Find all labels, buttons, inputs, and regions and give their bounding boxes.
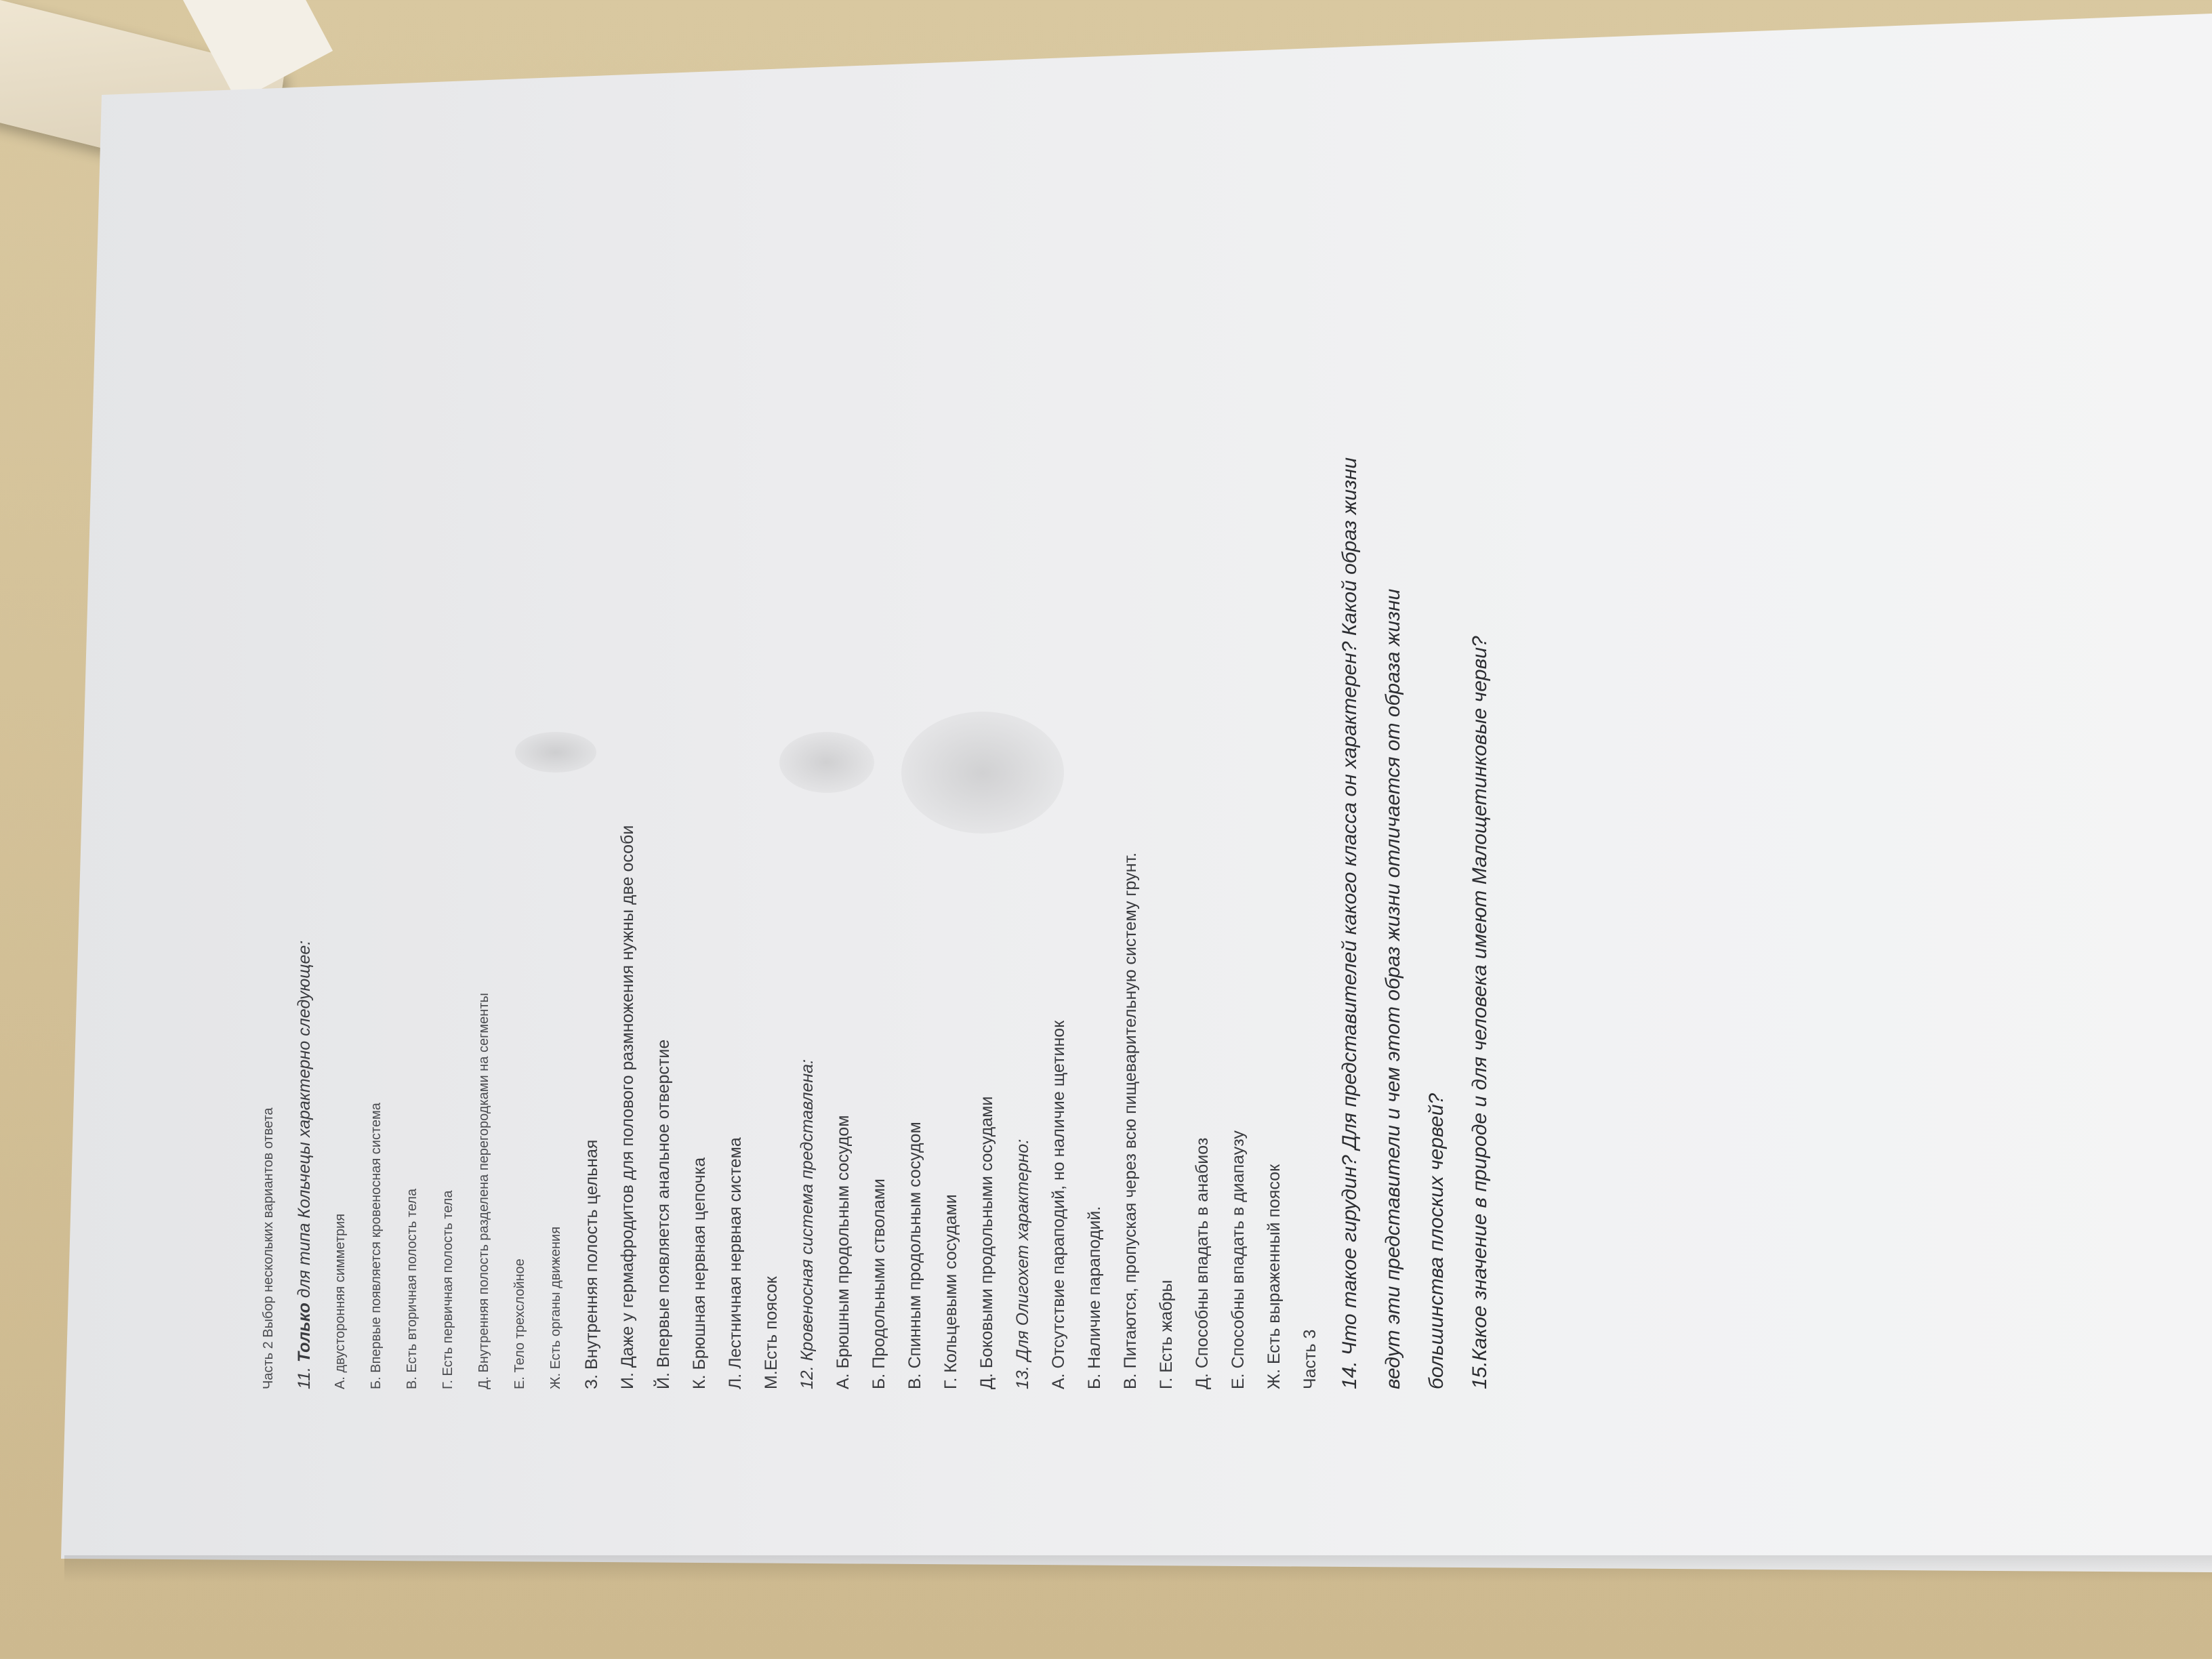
q11-option: И. Даже у гермафродитов для полового размножения нужны две особи <box>618 825 637 1389</box>
q11-option: В. Есть вторичная полость тела <box>405 1188 419 1389</box>
q11-option: Д. Внутренняя полость разделена перегородками на сегменты <box>476 993 491 1389</box>
q11-option: Й. Впервые появляется анальное отверстие <box>654 1039 673 1389</box>
q13-option: Е. Способны впадать в диапаузу <box>1229 1130 1248 1389</box>
q11-option: Ж. Есть органы движения <box>548 1226 563 1389</box>
q11-prompt: 11. Только для типа Кольчецы характерно следующее: <box>295 940 314 1389</box>
q11-option: Г. Есть первичная полость тела <box>441 1190 455 1389</box>
q12-option: Б. Продольными стволами <box>869 1179 888 1389</box>
q13-option: Г. Есть жабры <box>1157 1279 1176 1389</box>
q14-line: 14. Что такое гирудин? Для представителей какого класса он характерен? Какой образ жизни <box>1338 457 1361 1389</box>
sheet-shadow <box>64 1555 2212 1582</box>
q11-option: Л. Лестничная нервная система <box>726 1137 745 1389</box>
worksheet-text <box>251 441 1502 1389</box>
q13-option: Б. Наличие параподий. <box>1085 1206 1104 1389</box>
q11-option: З. Внутренняя полость цельная <box>582 1139 601 1389</box>
q13-option: Д. Способны впадать в анабиоз <box>1193 1137 1212 1389</box>
q12-prompt: 12. Кровеносная система представлена: <box>798 1059 817 1389</box>
part3-header: Часть 3 <box>1300 1329 1319 1389</box>
q13-prompt: 13. Для Олигохет характерно: <box>1013 1139 1032 1389</box>
q11-option: Е. Тело трехслойное <box>512 1258 527 1389</box>
q13-option: А. Отсутствие параподий, но наличие щетинок <box>1049 1020 1068 1389</box>
q11-option: М.Есть поясок <box>762 1276 781 1389</box>
q12-option: А. Брюшным продольным сосудом <box>834 1115 853 1389</box>
q13-option: Ж. Есть выраженный поясок <box>1265 1164 1284 1389</box>
part2-header: Часть 2 Выбор нескольких вариантов ответа <box>261 1107 276 1389</box>
q12-option: В. Спинным продольным сосудом <box>905 1122 924 1389</box>
q11-option: К. Брюшная нервная цепочка <box>690 1157 709 1389</box>
q11-option: Б. Впервые появляется кровеносная система <box>369 1103 384 1389</box>
q14-line: большинства плоских червей? <box>1425 1093 1448 1389</box>
q13-option: В. Питаются, пропуская через всю пищеварительную систему грунт. <box>1121 852 1140 1389</box>
q15-prompt: 15.Какое значение в природе и для человека имеют Малощетинковые черви? <box>1469 636 1491 1389</box>
q12-option: Г. Кольцевыми сосудами <box>941 1194 960 1389</box>
q11-option: А. двусторонняя симметрия <box>333 1213 348 1389</box>
q12-option: Д. Боковыми продольными сосудами <box>977 1096 996 1389</box>
q14-line: ведут эти представители и чем этот образ жизни отличается от образа жизни <box>1382 588 1404 1389</box>
